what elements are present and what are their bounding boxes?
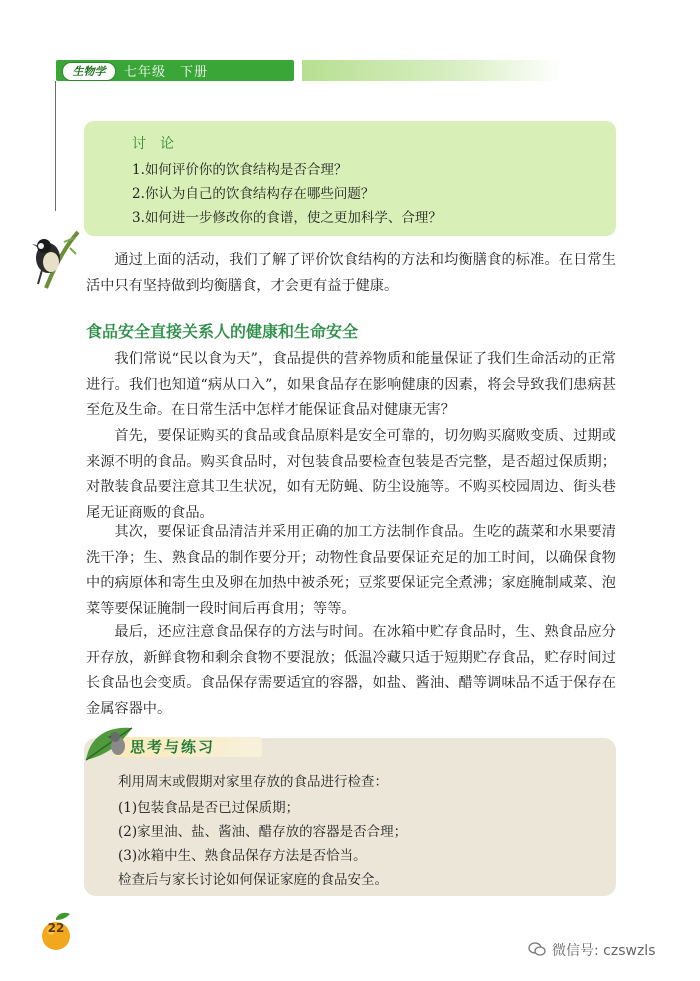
discussion-title: 讨论 (132, 136, 188, 152)
discussion-item: 3.如何进一步修改你的食谱，使之更加科学、合理？ (132, 210, 442, 226)
exercise-title: 思考与练习 (130, 738, 216, 756)
header-gradient-bar (302, 60, 562, 81)
wechat-icon (528, 941, 546, 957)
exercise-line: 利用周末或假期对家里存放的食品进行检查： (118, 774, 388, 790)
subject-badge: 生物学 (62, 62, 116, 81)
body-paragraph: 其次，要保证食品清洁并采用正确的加工方法制作食品。生吃的蔬菜和水果要清洗干净；生、熟食品的制作要分开；动物性食品要保证充足的加工时间，以确保食物中的病原体和寄生虫及卵在加热中被杀死；豆浆要保证完全煮沸；家庭腌制咸菜、泡菜等要保证腌制一段时间后再食用；等等。 (86, 524, 616, 617)
margin-rule (55, 81, 56, 211)
body-paragraph: 首先，要保证购买的食品或食品原料是安全可靠的，切勿购买腐败变质、过期或来源不明的食品。购买食品时，对包装食品要检查包装是否完整，是否超过保质期；对散装食品要注意其卫生状况，如有无防蝇、防尘设施等。不购买校园周边、街头巷尾无证商贩的食品。 (86, 428, 616, 521)
bird-illustration (24, 228, 80, 290)
watermark-text: 微信号: czswzls (552, 943, 656, 959)
exercise-line: (3)冰箱中生、熟食品保存方法是否恰当。 (118, 848, 367, 864)
discussion-item: 1.如何评价你的饮食结构是否合理？ (132, 162, 348, 178)
exercise-line: 检查后与家长讨论如何保证家庭的食品安全。 (118, 872, 388, 888)
page-number: 22 (47, 921, 65, 935)
exercise-line: (1)包装食品是否已过保质期； (118, 800, 300, 816)
book-title: 七年级 下册 (124, 65, 209, 80)
section-heading: 食品安全直接关系人的健康和生命安全 (86, 322, 359, 341)
body-paragraph: 最后，还应注意食品保存的方法与时间。在冰箱中贮存食品时，生、熟食品应分开存放，新鲜食物和剩余食物不要混放；低温冷藏只适于短期贮存食品，贮存时间过长食品也会变质。食品保存需要适宜的容器，如盐、酱油、醋等调味品不适于保存在金属容器中。 (86, 624, 616, 717)
body-paragraph: 我们常说“民以食为天”，食品提供的营养物质和能量保证了我们生命活动的正常进行。我们也知道“病从口入”，如果食品存在影响健康的因素，将会导致我们患病甚至危及生命。在日常生活中怎样才能保证食品对健康无害？ (86, 351, 616, 418)
discussion-item: 2.你认为自己的饮食结构存在哪些问题？ (132, 186, 375, 202)
intro-paragraph: 通过上面的活动，我们了解了评价饮食结构的方法和均衡膳食的标准。在日常生活中只有坚持做到均衡膳食，才会更有益于健康。 (86, 252, 616, 294)
exercise-line: (2)家里油、盐、酱油、醋存放的容器是否合理； (118, 824, 408, 840)
